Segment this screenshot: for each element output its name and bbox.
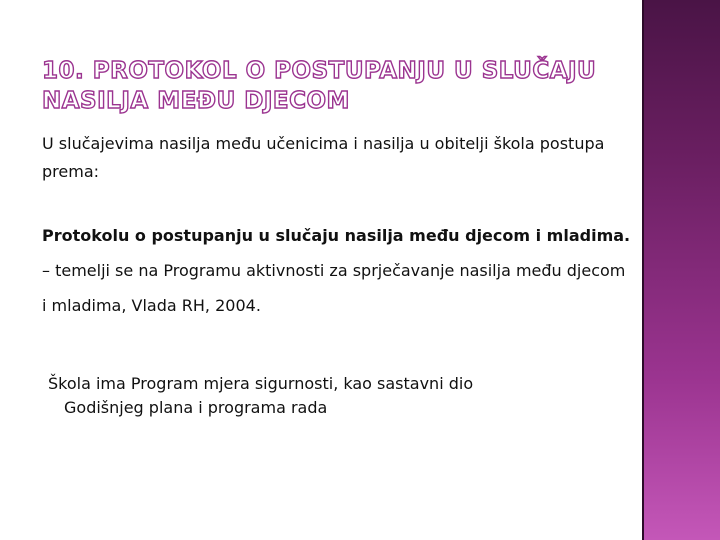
protocol-description: – temelji se na Programu aktivnosti za sprječavanje nasilja među djecom i mladima, Vlada RH, 2004. (42, 261, 626, 315)
sidebar-divider (642, 0, 644, 540)
paragraph-intro: U slučajevima nasilja među učenicima i nasilja u obitelji škola postupa prema: (42, 134, 605, 181)
program-line-1: Škola ima Program mjera sigurnosti, kao sastavni dio (48, 374, 474, 393)
paragraph-protocol (42, 218, 632, 323)
paragraph-program (48, 372, 608, 420)
decorative-sidebar (642, 0, 720, 540)
protocol-name: Protokolu o postupanju u slučaju nasilja među djecom i mladima. (42, 226, 631, 245)
program-line-2: Godišnjeg plana i programa rada (64, 398, 328, 417)
slide-title: 10. PROTOKOL O POSTUPANJU U SLUČAJU NASILJA MEĐU DJECOM (42, 58, 597, 114)
